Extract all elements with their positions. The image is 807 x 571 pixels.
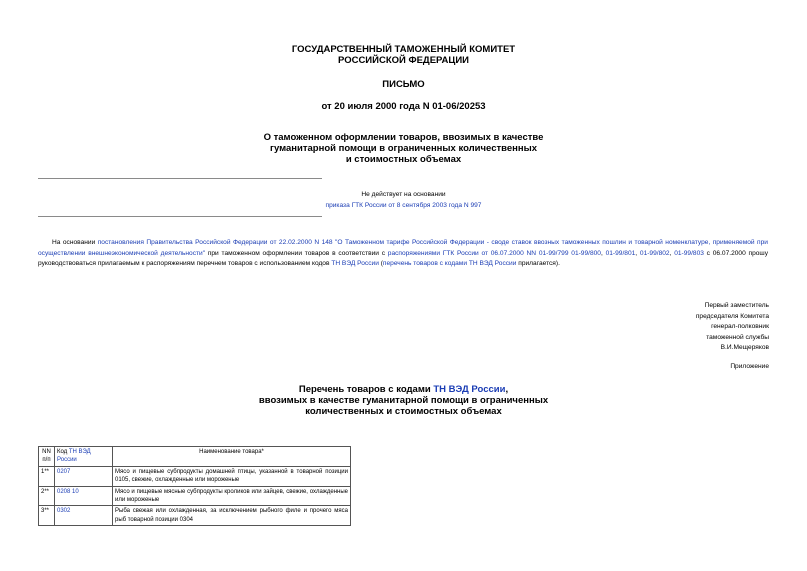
signature-line: таможенной службы	[706, 333, 769, 341]
subject-line3: и стоимостных объемах	[345, 154, 462, 165]
row-code-link[interactable]: 0302	[57, 508, 71, 515]
table-row	[39, 506, 351, 526]
col-nn-text: NN	[42, 449, 51, 455]
appendix-tn-ved-link[interactable]: ТН ВЭД России	[433, 384, 506, 395]
doc-type: ПИСЬМО	[382, 79, 425, 90]
body-text: прилагается).	[516, 260, 560, 267]
row-code-link[interactable]: 0207	[57, 468, 71, 475]
signature-block	[469, 301, 769, 354]
col-name-header: Наименование товара*	[113, 447, 351, 467]
subject-line2: гуманитарной помощи в ограниченных количественных	[269, 143, 538, 154]
goods-list-link[interactable]: перечень товаров с кодами ТН ВЭД России	[382, 260, 517, 267]
appendix-title-text: ,	[505, 384, 509, 395]
doc-date-number: от 20 июля 2000 года N 01-06/20253	[321, 101, 486, 112]
signature-line: В.И.Мещеряков	[720, 344, 769, 351]
body-text: при таможенном оформлении товаров в соответствии с	[205, 249, 388, 257]
signature-line: Первый заместитель	[704, 302, 769, 309]
divider-bottom	[38, 216, 322, 217]
col-code-link[interactable]: России	[57, 457, 77, 464]
body-text: ,	[669, 249, 675, 257]
appendix-title	[0, 384, 807, 417]
body-text: На основании	[52, 239, 98, 246]
appendix-label: Приложение	[730, 363, 769, 370]
col-code-link[interactable]: ТН ВЭД	[68, 449, 91, 455]
row-nn: 3**	[39, 506, 55, 526]
table-row	[39, 486, 351, 506]
goods-table	[38, 446, 351, 526]
decree-link[interactable]: постановления Правительства Российской Федерации от 22.02.2000 N 148 "О Таможенном тарифе Российской Федерации - своде ставок ввозных таможенных пошлин и товарной номенклатуре, применяемой при осуществлении внешнеэкономической деятельности"	[38, 239, 768, 257]
order-link-802[interactable]: 01-99/802	[639, 249, 670, 257]
org-name-line2: РОССИЙСКОЙ ФЕДЕРАЦИИ	[337, 55, 469, 66]
order-link-801[interactable]: 01-99/801	[605, 249, 636, 257]
appendix-title-text: Перечень товаров с кодами	[298, 384, 434, 395]
body-text: (	[378, 260, 383, 267]
row-nn: 2**	[39, 486, 55, 506]
order-link-800[interactable]: 01-99/800	[571, 249, 601, 257]
order-link-803[interactable]: 01-99/803	[674, 249, 704, 257]
col-nn-text: п/п	[42, 457, 51, 464]
body-text: ,	[600, 249, 606, 257]
org-name-line1: ГОСУДАРСТВЕННЫЙ ТАМОЖЕННЫЙ КОМИТЕТ	[291, 44, 516, 55]
col-nn-header	[39, 447, 55, 467]
row-code-link[interactable]: 0208 10	[57, 488, 79, 495]
signature-line: председателя Комитета	[695, 312, 769, 320]
appendix-title-line3: количественных и стоимостных объемах	[305, 406, 502, 417]
body-paragraph	[38, 238, 768, 270]
subject-line1: О таможенном оформлении товаров, ввозимых в качестве	[263, 132, 544, 143]
row-name: Рыба свежая или охлажденная, за исключением рыбного филе и прочего мяса рыб товарной позиции 0304	[113, 506, 351, 526]
tn-ved-link[interactable]: ТН ВЭД России	[331, 260, 379, 267]
col-code-header	[55, 447, 113, 467]
table-header-row	[39, 447, 351, 467]
table-row	[39, 466, 351, 486]
appendix-title-line2: ввозимых в качестве гуманитарной помощи в ограниченных	[258, 395, 549, 406]
row-name: Мясо и пищевые мясные субпродукты кроликов или зайцев, свежие, охлажденные или мороженые	[113, 486, 351, 506]
col-code-text: Код	[57, 449, 69, 455]
body-text: с 06.07.2000 прошу руководствоваться прилагаемым к распоряжениям перечнем товаров с использованием кодов	[38, 249, 768, 267]
status-text: Не действует на основании	[361, 191, 446, 198]
signature-line: генерал-полковник	[711, 323, 769, 330]
order-link-799[interactable]: распоряжениями ГТК России от 06.07.2000 NN 01-99/799	[387, 249, 569, 257]
body-text: ,	[635, 249, 640, 257]
row-nn: 1**	[39, 466, 55, 486]
status-link[interactable]: приказа ГТК России от 8 сентября 2003 года N 997	[325, 201, 482, 209]
row-name: Мясо и пищевые субпродукты домашней птицы, указанной в товарной позиции 0105, свежие, охлажденные или мороженые	[113, 466, 351, 486]
divider-top	[38, 178, 322, 179]
